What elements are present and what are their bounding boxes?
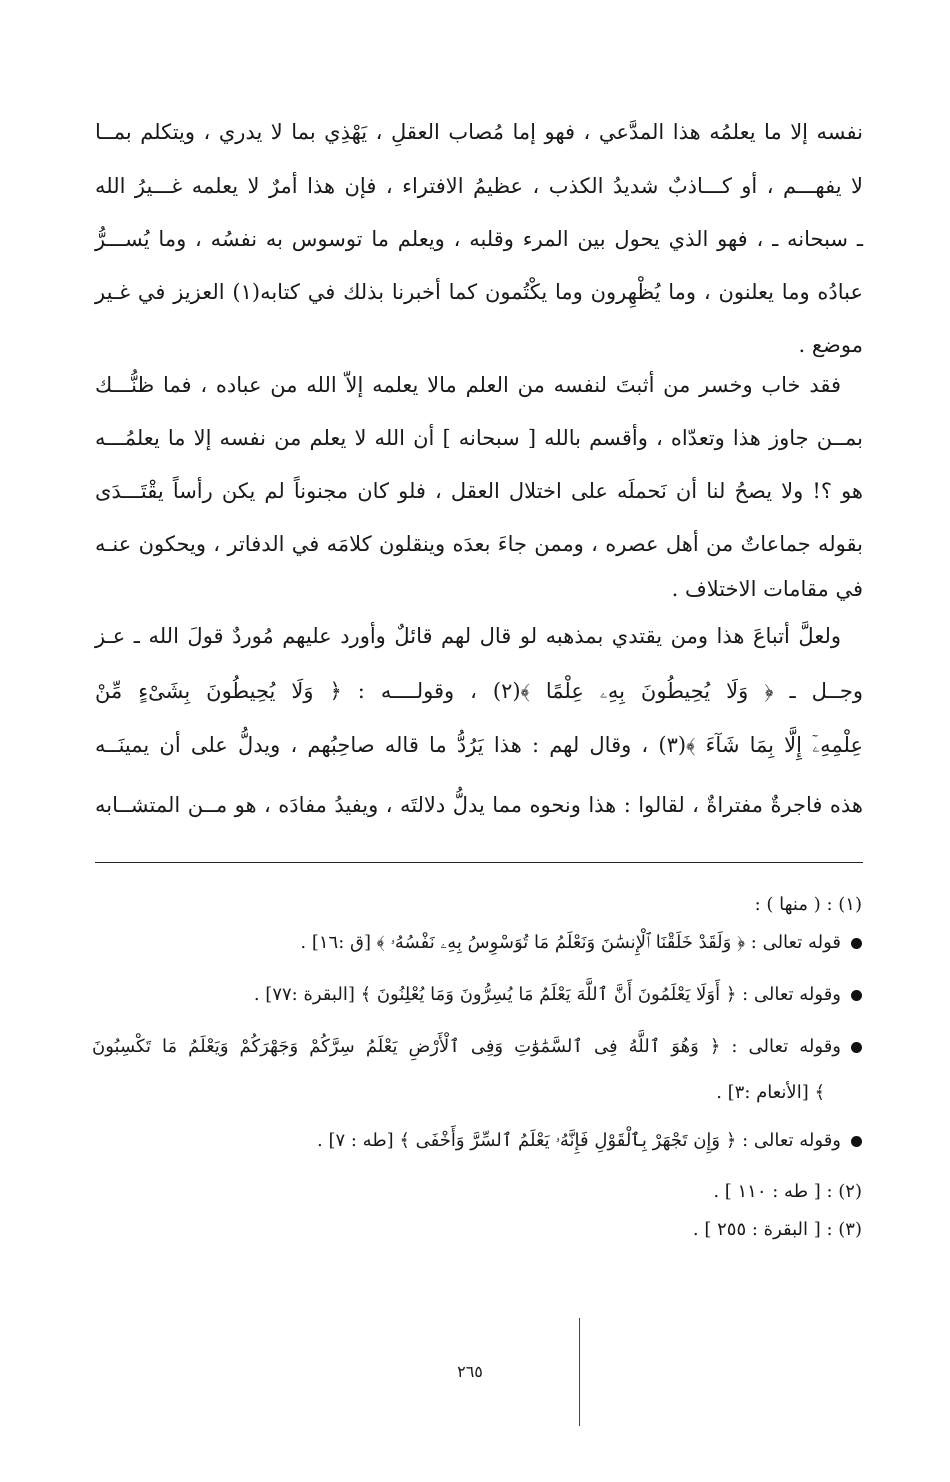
gutter-line xyxy=(579,1318,580,1426)
body-line: عبادُه وما يعلنون ، وما يُظْهِرون وما يكْتُمون كما أخبرنا بذلك في كتابه(١) العزيز في غـير xyxy=(95,280,864,304)
footnote-3: (٣) : [ البقرة : ٢٥٥ ] . xyxy=(692,1219,862,1240)
bullet-icon xyxy=(851,1136,862,1147)
main-text xyxy=(95,0,863,840)
body-line: لا يفهـــم ، أو كـــاذبٌ شديدُ الكذب ، عظيمُ الافتراء ، فإن هذا أمرٌ لا يعلمه غـــيرُ الله xyxy=(95,174,863,198)
footnote-2: (٢) : [ طه : ١١٠ ] . xyxy=(713,1181,862,1202)
page-number: ٢٦٥ xyxy=(457,1362,483,1381)
body-line: ـ سبحانه ـ ، فهو الذي يحول بين المرء وقلبه ، ويعلم ما توسوس به نفسُه ، وما يُســـرُّ xyxy=(95,227,863,251)
bullet-icon xyxy=(851,990,862,1001)
body-line: وجــل ـ ﴿ وَلَا يُحِيطُونَ بِهِۦ عِلْمًا ﴾(٢) ، وقولــــه : ﴿ وَلَا يُحِيطُونَ بِشَىْءٍ مِّنْ xyxy=(95,679,863,703)
footnote-1-head: (١) : ( منها ) : xyxy=(754,894,862,915)
bullet-icon xyxy=(851,938,862,949)
body-line: هذه فاجرةٌ مفتراةٌ ، لقالوا : هذا ونحوه مما يدلُّ دلالتَه ، ويفيدُ مفادَه ، هو مــن المتشــابه xyxy=(95,793,863,817)
footnote-bullet-text: وقوله تعالى : ﴿ وَهُوَ ٱللَّهُ فِى ٱلسَّمَٰوَٰتِ وَفِى ٱلْأَرْضِ يَعْلَمُ سِرَّكُمْ وَجَهْرَكُمْ وَيَعْلَمُ مَا تَكْسِبُونَ xyxy=(92,1036,841,1057)
footnote-bullet-item xyxy=(254,982,862,1008)
footnote-bullet-text: قوله تعالى : ﴿ وَلَقَدْ خَلَقْنَا ٱلْإِنسَٰنَ وَنَعْلَمُ مَا تُوَسْوِسُ بِهِۦ نَفْسُهُۥ ﴾ [ق :١٦] . xyxy=(300,932,841,953)
body-line: موضع . xyxy=(798,333,863,357)
footnote-bullet-item xyxy=(300,930,862,956)
body-line: بقوله جماعاتٌ من أهل عصره ، وممن جاءَ بعدَه وينقلون كلامَه في الدفاتر ، ويحكون عنـه xyxy=(95,532,863,556)
body-line: ولعلَّ أتباعَ هذا ومن يقتدي بمذهبه لو قال لهم قائلٌ وأورد عليهم مُوردٌ قولَ الله ـ عـز xyxy=(95,624,841,648)
footnote-bullet-item xyxy=(92,1034,862,1060)
bullet-icon xyxy=(851,1042,862,1053)
footnote-bullet-text: وقوله تعالى : ﴿ وَإِن تَجْهَرْ بِٱلْقَوْلِ فَإِنَّهُۥ يَعْلَمُ ٱلسِّرَّ وَأَخْفَى ﴾ [طه : ٧] . xyxy=(317,1130,841,1151)
body-line: عِلْمِهِۦٓ إِلَّا بِمَا شَآءَ ﴾(٣) ، وقال لهم : هذا يَرُدُّ ما قاله صاحِبُهم ، ويدلُّ على أن يمينَــه xyxy=(95,733,864,757)
body-line: فقد خاب وخسر من أثبتَ لنفسه من العلم مالا يعلمه إلاّ الله من عباده ، فما ظنُّـــك xyxy=(95,373,841,397)
footnote-separator xyxy=(95,862,863,863)
body-line: نفسه إلا ما يعلمُه هذا المدَّعي ، فهو إما مُصاب العقلِ ، يَهْذِي بما لا يدري ، ويتكلم بمــا xyxy=(95,120,863,144)
footnote-bullet-text: وقوله تعالى : ﴿ أَوَلَا يَعْلَمُونَ أَنَّ ٱللَّهَ يَعْلَمُ مَا يُسِرُّونَ وَمَا يُعْلِنُونَ ﴾ [البقرة :٧٧] . xyxy=(253,984,841,1005)
body-line: في مقامات الاختلاف . xyxy=(671,577,863,601)
footnote-bullet-item xyxy=(317,1128,862,1154)
footnote-bullet-continuation: ﴾ [الأنعام :٣] . xyxy=(716,1082,825,1103)
body-line: هو ؟! ولا يصحُ لنا أن نَحملَه على اختلال العقل ، فلو كان مجنوناً لم يكن رأساً يقْتَـــدَى xyxy=(95,479,863,503)
body-line: بمــن جاوز هذا وتعدّاه ، وأقسم بالله [ سبحانه ] أن الله لا يعلم من نفسه إلا ما يعلمُـــه xyxy=(95,426,863,450)
